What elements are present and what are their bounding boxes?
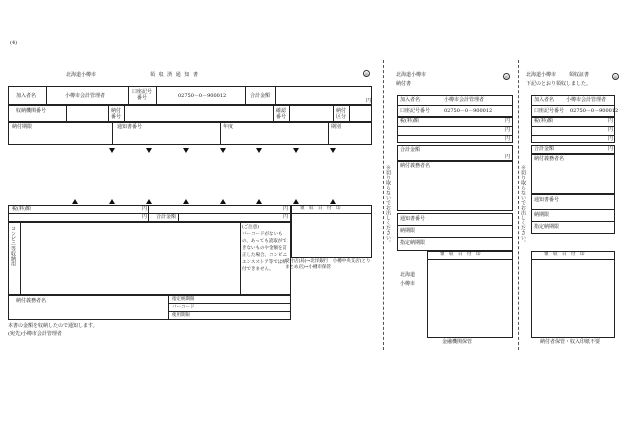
fold-mark-icon — [109, 199, 115, 204]
mid-sub-yen: 円 — [142, 214, 148, 220]
r2-total-label: 合計金額 — [534, 146, 555, 152]
r1-yen-2: 円 — [505, 127, 511, 133]
r2-yen-3: 円 — [608, 136, 614, 142]
r1-account-label: 口座記号番号 — [400, 108, 431, 114]
mid-usage-label: 使用期限 — [172, 313, 190, 318]
cut-line — [518, 60, 519, 350]
r1-footer: 金融機関保管 — [442, 339, 473, 345]
mid-term-label: 期別 — [331, 124, 342, 130]
mid-collector-row — [8, 105, 372, 122]
mid-total-yen: 円 — [366, 98, 372, 104]
seal-mark-icon: ㊞ — [364, 72, 369, 77]
r1-deadline-label: 納期限 — [400, 228, 416, 234]
r2-receipt-date-label: 領 収 日 付 印 — [544, 252, 585, 257]
r1-designated-label: 指定納期限 — [400, 240, 426, 246]
mid-notice-row — [8, 122, 372, 145]
r1-payer-value: 小樽市会計管理者 — [444, 97, 485, 103]
r2-payer-value: 小樽市会計管理者 — [566, 97, 607, 103]
r1-receipt-stamp-box — [427, 251, 513, 338]
fold-mark-icon — [220, 199, 226, 204]
r1-sub: 納付書 — [396, 81, 412, 87]
mid-confirm-label: 確認番号 — [276, 108, 287, 120]
mid-tax-label: 税(料)額 — [12, 206, 31, 212]
mid-notice-no-label: 通知書番号 — [117, 124, 143, 130]
r2-footer: 納付者保管・収入印紙不要 — [540, 339, 601, 345]
fold-mark-icon — [72, 199, 78, 204]
r2-total-yen: 円 — [608, 146, 614, 152]
r1-payer-name-label: 納付義務者名 — [400, 163, 431, 169]
fold-mark-icon — [256, 199, 262, 204]
r1-account-value: 02750－0－900012 — [444, 108, 493, 114]
mid-payer-name-label: 納付義務者名 — [16, 298, 47, 304]
mid-designated-label: 指定納期限 — [172, 297, 195, 302]
r2-issuer: 北海道小樽市 — [526, 72, 557, 78]
r1-total-yen: 円 — [505, 154, 511, 160]
r1-yen-3: 円 — [505, 136, 511, 142]
r2-tax-label: 税(料)額 — [534, 118, 553, 124]
mid-convenience-label: コンビニ等収納用 — [10, 226, 16, 266]
mid-year-label: 年度 — [223, 124, 234, 130]
mid-footer-line1: 本書の金額を収納したので通知します。 — [8, 323, 98, 329]
mid-payer-block — [8, 295, 291, 320]
fold-mark-icon — [146, 199, 152, 204]
fold-mark-icon — [256, 148, 262, 153]
r1-city2: 小樽市 — [400, 281, 416, 287]
r2-title: 領収証書 — [569, 72, 590, 78]
mid-collector-label: 収納機関番号 — [16, 108, 47, 114]
mid-title: 領 収 済 通 知 書 — [150, 72, 199, 78]
page-number: (4) — [10, 40, 18, 46]
seal-mark-icon: ㊞ — [504, 75, 509, 80]
fold-mark-icon — [183, 199, 189, 204]
mid-payment-no-label: 納付番号 — [111, 108, 122, 120]
seal-mark-icon: ㊞ — [613, 75, 618, 80]
r1-yen-1: 円 — [505, 118, 511, 124]
fold-mark-icon — [330, 199, 336, 204]
mid-footer-line2: (宛先)小樽市会計管理者 — [8, 331, 62, 337]
mid-account-value: 02750－0－900012 — [178, 93, 227, 99]
fold-mark-icon — [109, 148, 115, 153]
mid-account-label: 口座記号番号 — [131, 89, 152, 101]
r2-yen-2: 円 — [608, 127, 614, 133]
mid-total-label: 合計金額 — [250, 93, 271, 99]
r2-designated-label: 指定納期限 — [534, 224, 560, 230]
mid-deadline-label: 納付期限 — [12, 124, 33, 130]
mid-receipt-date-label: 領 収 日 付 印 — [300, 206, 341, 211]
mid-barcode-label: バーコード — [172, 305, 195, 310]
r1-receipt-date-label: 領 収 日 付 印 — [440, 252, 481, 257]
mid-payer-label: 加入者名 — [16, 93, 37, 99]
r2-cut-note: ※切り取らないでお出しください。 — [520, 165, 526, 245]
r1-cut-note: ※切り取らないでお出しください。 — [385, 165, 391, 245]
r2-payer-name-label: 納付義務者名 — [534, 156, 565, 162]
r2-notice-no-label: 通知書番号 — [534, 197, 560, 203]
r2-sub: 下記のとおり領収しました。 — [526, 81, 592, 87]
r1-tax-label: 税(料)額 — [400, 118, 419, 124]
r2-account-value: 02750－0－900012 — [570, 108, 619, 114]
r2-receipt-stamp-box — [531, 251, 615, 338]
fold-mark-icon — [330, 148, 336, 153]
cut-line — [383, 60, 384, 350]
mid-tax-yen-2: 円 — [283, 206, 289, 212]
fold-mark-icon — [293, 199, 299, 204]
mid-total2-yen: 円 — [283, 214, 289, 220]
mid-tax-yen: 円 — [142, 206, 148, 212]
mid-payer-value: 小樽市会計管理者 — [65, 93, 106, 99]
r1-notice-no-label: 通知書番号 — [400, 216, 426, 222]
fold-mark-icon — [293, 148, 299, 153]
r2-account-label: 口座記号番号 — [534, 108, 565, 114]
r2-deadline-label: 納期限 — [534, 212, 550, 218]
mid-transfer-note: 受付店(局)→北洋銀行 小樽中央支店(とりまとめ店)→小樽市保管 — [285, 259, 371, 270]
mid-category-label: 納付区分 — [336, 108, 347, 120]
mid-barcode-notice: (ご注意) バーコードがないもの、あっても読取ができないものや金額を訂正した場合、コンビニエンスストア等では納付できません。 — [242, 225, 287, 272]
r1-total-label: 合計金額 — [400, 147, 421, 153]
mid-issuer: 北海道小樽市 — [66, 72, 97, 78]
r1-issuer: 北海道小樽市 — [396, 72, 427, 78]
mid-total2-label: 合計金額 — [156, 214, 177, 220]
fold-mark-icon — [183, 148, 189, 153]
r1-city1: 北海道 — [400, 272, 416, 278]
r1-payer-label: 加入者名 — [400, 97, 421, 103]
r2-yen-1: 円 — [608, 118, 614, 124]
fold-mark-icon — [146, 148, 152, 153]
fold-mark-icon — [220, 148, 226, 153]
r2-payer-label: 加入者名 — [534, 97, 555, 103]
